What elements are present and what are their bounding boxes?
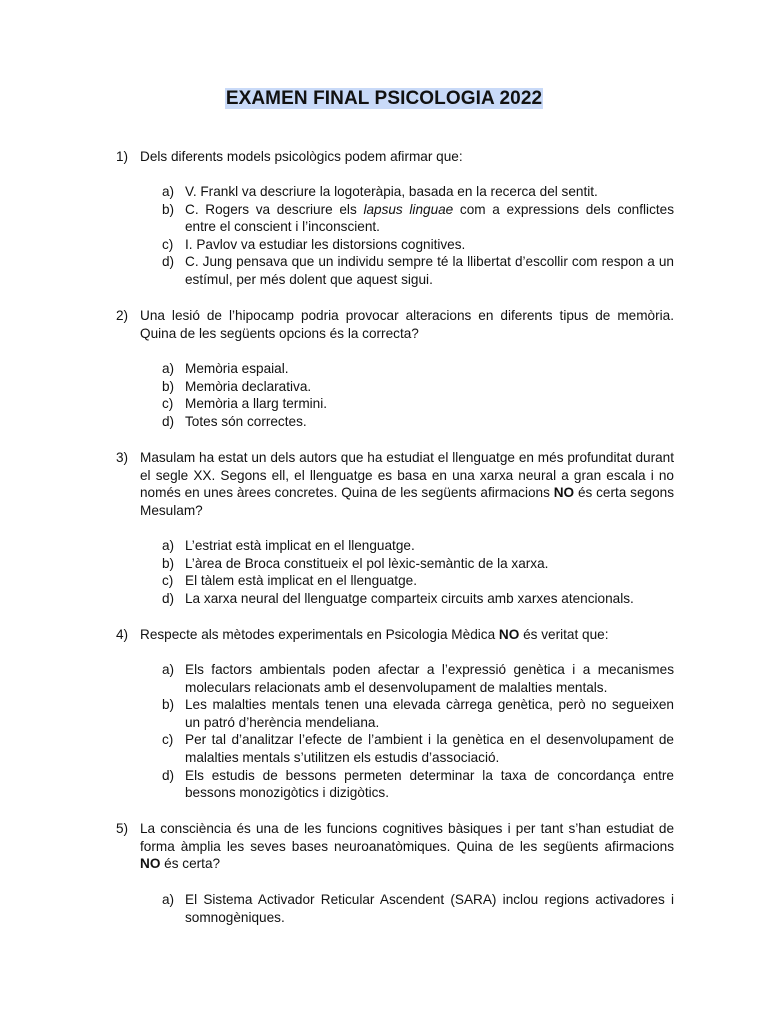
option-a: a) El Sistema Activador Reticular Ascendent (SARA) inclou regions activadores i somnogèniques. <box>162 892 674 925</box>
question-5 <box>116 820 674 873</box>
option-b: b) C. Rogers va descriure els lapsus linguae com a expressions dels conflictes entre el conscient i l’inconscient. <box>162 201 674 235</box>
question-stem: La consciència és una de les funcions cognitives bàsiques i per tant s’han estudiat de forma àmplia les seves bases neuroanatòmiques. Quina de les següents afirmacions NO és certa? <box>140 821 674 872</box>
question-number: 1) <box>116 149 129 164</box>
option-d: d) La xarxa neural del llenguatge comparteix circuits amb xarxes atencionals. <box>162 590 634 606</box>
option-a: a) Memòria espaial. <box>162 361 289 376</box>
exam-title: EXAMEN FINAL PSICOLOGIA 2022 <box>225 88 543 109</box>
option-c: c) Per tal d’analitzar l’efecte de l’ambient i la genètica en el desenvolupament de malalties mentals s’utilitzen els estudis d’associació. <box>162 732 674 765</box>
question-3 <box>116 449 674 519</box>
question-3-options <box>162 537 674 607</box>
question-4-options <box>162 661 674 802</box>
option-a: a) L’estriat està implicat en el llenguatge. <box>162 538 415 553</box>
option-a: a) Els factors ambientals poden afectar a l’expressió genètica i a mecanismes moleculars relacionats amb el desenvolupament de malalties mentals. <box>162 662 674 695</box>
option-b: b) Memòria declarativa. <box>162 378 312 394</box>
exam-title-container <box>0 88 768 110</box>
question-stem: Respecte als mètodes experimentals en Psicologia Mèdica NO és veritat que: <box>140 627 609 642</box>
option-c: c) I. Pavlov va estudiar les distorsions cognitives. <box>162 236 466 252</box>
option-a: a) V. Frankl va descriure la logoteràpia, basada en la recerca del sentit. <box>162 184 598 199</box>
option-c: c) El tàlem està implicat en el llenguatge. <box>162 573 417 589</box>
question-number: 5) <box>116 821 129 836</box>
question-number: 4) <box>116 627 129 642</box>
question-5-options <box>162 891 674 926</box>
question-2 <box>116 307 674 342</box>
option-d: d) Els estudis de bessons permeten determinar la taxa de concordança entre bessons monozigòtics i dizigòtics. <box>162 767 674 801</box>
option-c: c) Memòria a llarg termini. <box>162 396 328 412</box>
option-d: d) C. Jung pensava que un individu sempre té la llibertat d’escollir com respon a un estímul, per més dolent que aquest sigui. <box>162 254 674 287</box>
question-number: 3) <box>116 450 129 465</box>
option-b: b) Les malalties mentals tenen una elevada càrrega genètica, però no segueixen un patró d’herència mendeliana. <box>162 697 674 730</box>
question-number: 2) <box>116 308 129 323</box>
question-stem: Dels diferents models psicològics podem afirmar que: <box>140 149 463 164</box>
question-stem: Masulam ha estat un dels autors que ha estudiat el llenguatge en més profunditat durant el segle XX. Segons ell, el llenguatge es basa en una xarxa neural a gran escala i no només en unes àrees concretes. Quina de les següents afirmacions NO és certa segons Mesulam? <box>140 450 674 518</box>
option-d: d) Totes són correctes. <box>162 413 307 429</box>
option-b: b) L’àrea de Broca constitueix el pol lèxic-semàntic de la xarxa. <box>162 555 549 571</box>
question-stem: Una lesió de l’hipocamp podria provocar alteracions en diferents tipus de memòria. Quina de les següents opcions és la correcta? <box>140 308 674 341</box>
question-1-options <box>162 183 674 289</box>
question-4 <box>116 626 674 644</box>
question-2-options <box>162 360 674 430</box>
question-1 <box>116 148 674 166</box>
